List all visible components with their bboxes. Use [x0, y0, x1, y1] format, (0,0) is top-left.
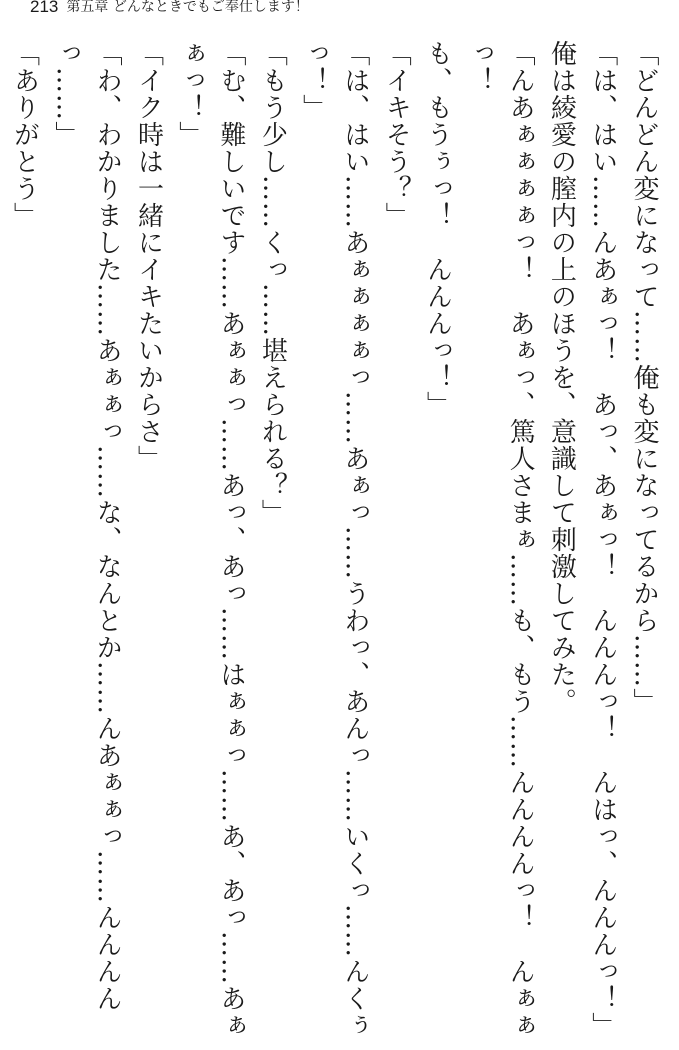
text-line: 俺は綾愛の膣内の上のほうを、意識して刺激してみた。 [546, 40, 577, 715]
text-line [0, 40, 3, 1040]
text-line: 「イキそう？」 [381, 40, 412, 229]
text-line: 「わ、わかりました……あぁぁっ……な、なんとか……んあぁぁっ……んんんんっ……」 [50, 40, 123, 1012]
chapter-title: 第五章 どんなときでもご奉仕します！ [66, 0, 309, 15]
text-line: 「イク時は一緒にイキたいからさ」 [133, 40, 164, 472]
text-line: 「は、はい……んあぁっ！ あっ、あぁっ！ んんんっ！ んはっ、んんんっ！」 [587, 40, 618, 1039]
vertical-text-body [9, 40, 664, 1040]
page-number: 213 [30, 0, 59, 16]
text-line: 「は、はい……あぁぁぁぁっ……あぁっ……うわっ、あんっ……いくっ……んくぅっ！」 [298, 40, 370, 1039]
text-line: 「む、難しいです……あぁぁっ……あっ、あっ……はぁぁっ……あ、あっ……あぁぁっ！」 [174, 40, 247, 1039]
text-line: 「どんどん変になって……俺も変になってるから……」 [629, 40, 659, 715]
text-line: 「もう少し……くっ……堪えられる？」 [257, 40, 288, 526]
running-head [0, 0, 679, 26]
text-line: 「ありがとう」 [9, 40, 40, 229]
text-line: 「んあぁぁぁぁっ！ あぁっ、篤人さまぁ……も、もう……んんんんっ！ んぁぁっ！ も、もうぅっ！ んんんっ！」 [422, 40, 536, 1039]
